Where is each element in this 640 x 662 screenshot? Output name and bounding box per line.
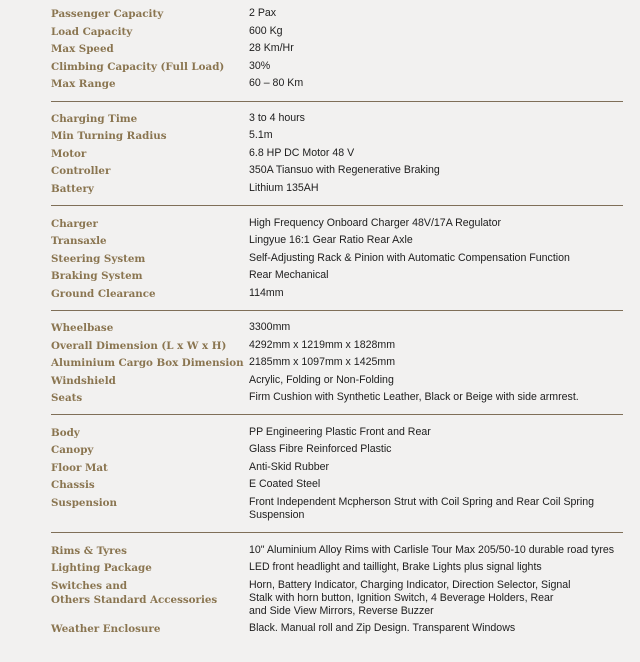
- spec-value: 3 to 4 hours: [249, 112, 305, 124]
- spec-label: Motor: [51, 148, 87, 160]
- spec-label: Max Range: [51, 78, 116, 90]
- spec-value: 10" Aluminium Alloy Rims with Carlisle Tour Max 205/50-10 durable road tyres: [249, 544, 615, 556]
- spec-value: 4292mm x 1219mm x 1828mm: [249, 339, 396, 351]
- spec-label: Rims & Tyres: [51, 545, 127, 557]
- spec-value: 28 Km/Hr: [249, 42, 294, 54]
- spec-label: Windshield: [51, 375, 116, 387]
- spec-label: Overall Dimension (L x W x H): [51, 340, 227, 352]
- spec-label: Suspension: [51, 497, 118, 509]
- spec-label: Switches and Others Standard Accessories: [51, 580, 218, 606]
- spec-label: Min Turning Radius: [51, 130, 167, 142]
- spec-label: Floor Mat: [51, 462, 108, 474]
- spec-label: Transaxle: [51, 235, 107, 247]
- spec-label: Battery: [51, 183, 94, 195]
- spec-value: Horn, Battery Indicator, Charging Indicator, Direction Selector, Signal Stalk with horn button, Ignition Switch, 4 Beverage Holders, Rear and Side View Mirrors, Reverse Buzzer: [249, 579, 571, 617]
- spec-value: PP Engineering Plastic Front and Rear: [249, 426, 431, 438]
- spec-value: 600 Kg: [249, 25, 283, 37]
- spec-value: Self-Adjusting Rack & Pinion with Automatic Compensation Function: [249, 252, 570, 264]
- spec-label: Max Speed: [51, 43, 114, 55]
- section-divider: [51, 205, 623, 206]
- spec-label: Ground Clearance: [51, 288, 156, 300]
- spec-label: Passenger Capacity: [51, 8, 164, 20]
- spec-value: Anti-Skid Rubber: [249, 461, 330, 473]
- spec-value: High Frequency Onboard Charger 48V/17A Regulator: [249, 217, 502, 229]
- section-divider: [51, 414, 623, 415]
- spec-value: 2185mm x 1097mm x 1425mm: [249, 356, 396, 368]
- spec-label: Controller: [51, 165, 111, 177]
- spec-value: 350A Tiansuo with Regenerative Braking: [249, 164, 440, 176]
- spec-label: Charging Time: [51, 113, 138, 125]
- section-divider: [51, 532, 623, 533]
- spec-value: 30%: [249, 60, 271, 72]
- spec-value: 6.8 HP DC Motor 48 V: [249, 147, 355, 159]
- spec-label: Braking System: [51, 270, 143, 282]
- spec-value: 60 – 80 Km: [249, 77, 304, 89]
- spec-value: Glass Fibre Reinforced Plastic: [249, 443, 392, 455]
- spec-value: Lingyue 16:1 Gear Ratio Rear Axle: [249, 234, 413, 246]
- spec-value: Acrylic, Folding or Non-Folding: [249, 374, 394, 386]
- spec-value: Black. Manual roll and Zip Design. Transparent Windows: [249, 622, 516, 634]
- spec-value: Lithium 135AH: [249, 182, 319, 194]
- spec-label: Wheelbase: [51, 322, 114, 334]
- spec-value: 2 Pax: [249, 7, 277, 19]
- spec-value: LED front headlight and taillight, Brake Lights plus signal lights: [249, 561, 542, 573]
- spec-value: 114mm: [249, 287, 284, 299]
- spec-label: Charger: [51, 218, 98, 230]
- spec-label: Lighting Package: [51, 562, 152, 574]
- spec-label: Aluminium Cargo Box Dimension: [51, 357, 244, 369]
- spec-value: 5.1m: [249, 129, 273, 141]
- spec-value: Rear Mechanical: [249, 269, 329, 281]
- spec-label: Load Capacity: [51, 26, 133, 38]
- spec-value: E Coated Steel: [249, 478, 321, 490]
- spec-value: 3300mm: [249, 321, 291, 333]
- spec-label: Steering System: [51, 253, 146, 265]
- spec-label: Seats: [51, 392, 83, 404]
- section-divider: [51, 101, 623, 102]
- spec-label: Weather Enclosure: [51, 623, 161, 635]
- spec-value: Front Independent Mcpherson Strut with Coil Spring and Rear Coil Spring Suspension: [249, 496, 595, 521]
- spec-value: Firm Cushion with Synthetic Leather, Black or Beige with side armrest.: [249, 391, 579, 403]
- spec-label: Body: [51, 427, 80, 439]
- spec-label: Canopy: [51, 444, 94, 456]
- spec-label: Chassis: [51, 479, 95, 491]
- section-divider: [51, 310, 623, 311]
- spec-label: Climbing Capacity (Full Load): [51, 61, 225, 73]
